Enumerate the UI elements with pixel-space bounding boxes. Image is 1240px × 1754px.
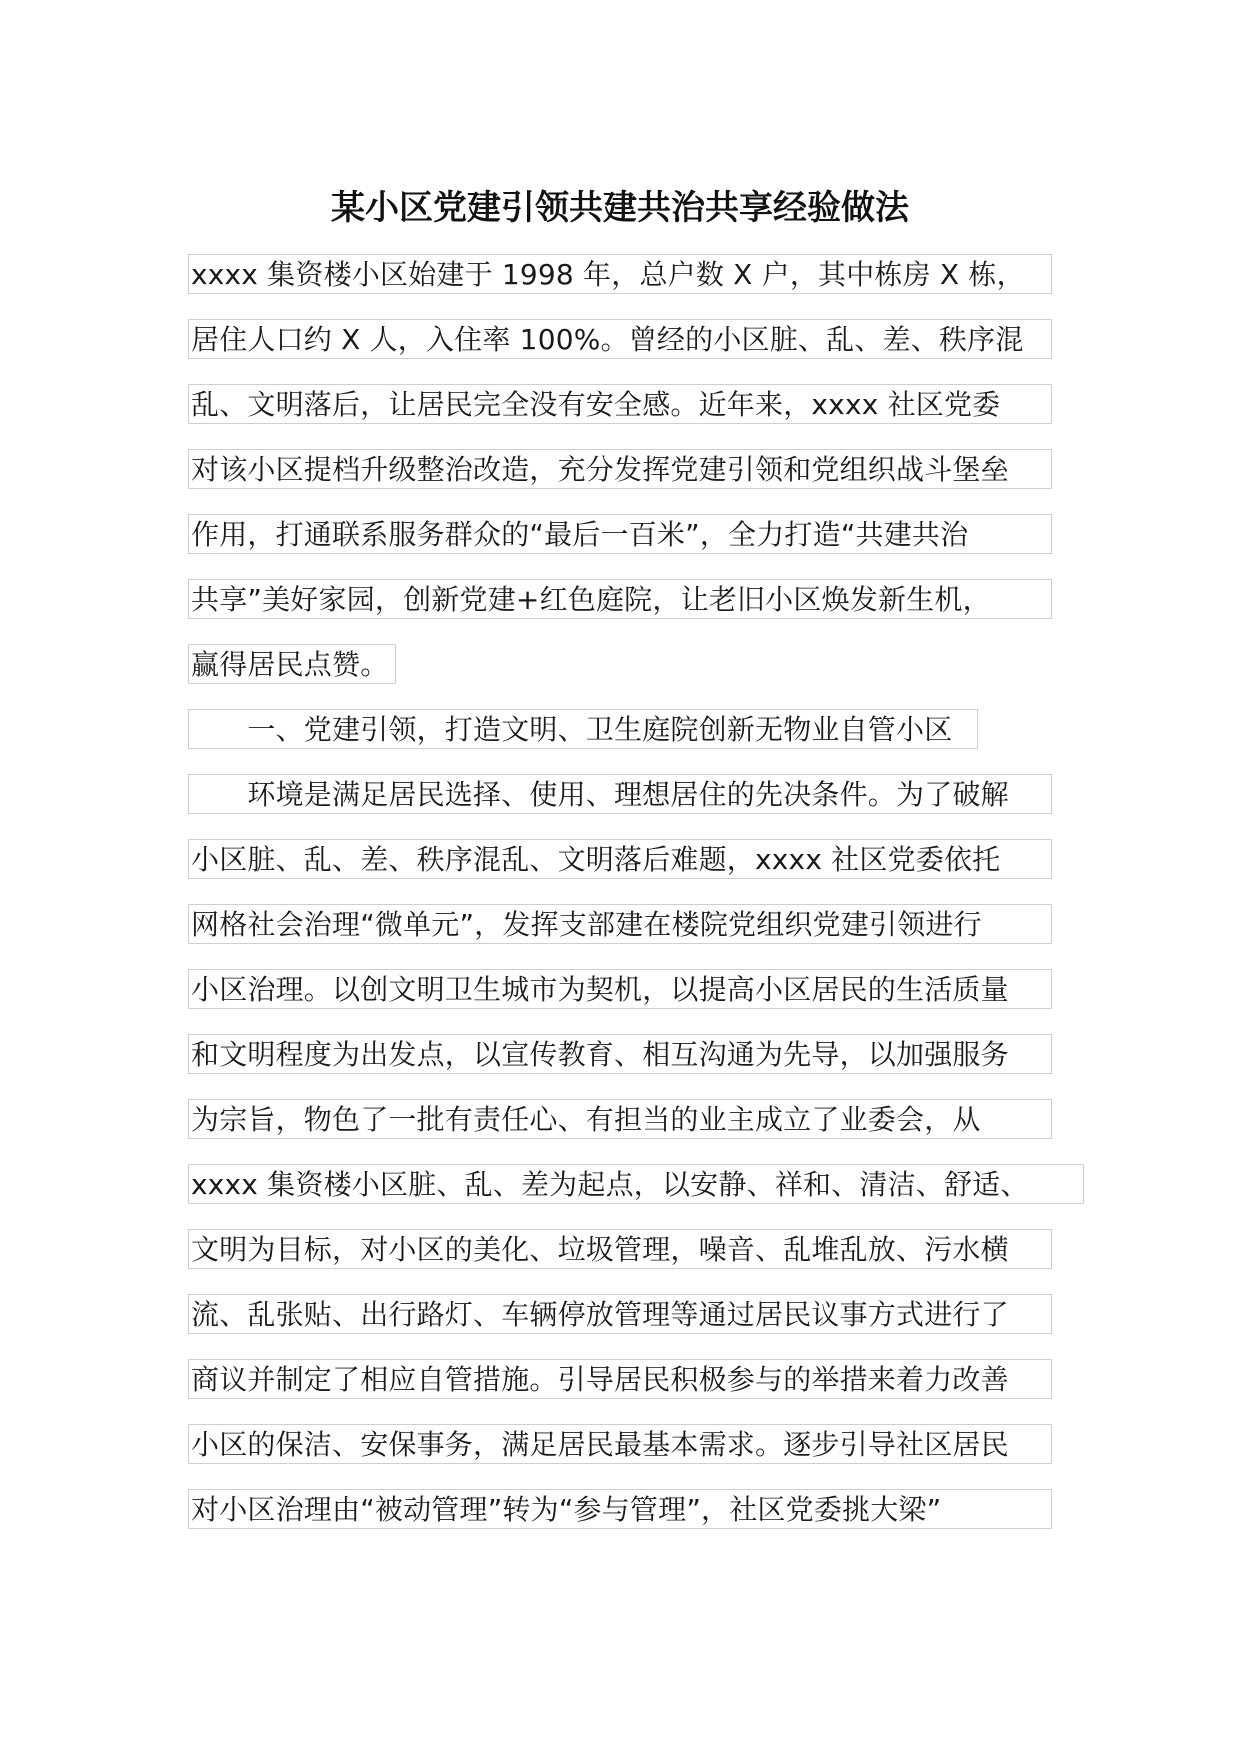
text-line: 对小区治理由“被动管理”转为“参与管理”，社区党委挑大梁” bbox=[188, 1489, 1052, 1529]
text-line: 流、乱张贴、出行路灯、车辆停放管理等通过居民议事方式进行了 bbox=[188, 1294, 1052, 1334]
text-line: 对该小区提档升级整治改造，充分发挥党建引领和党组织战斗堡垒 bbox=[188, 449, 1052, 489]
text-line: 作用，打通联系服务群众的“最后一百米”，全力打造“共建共治 bbox=[188, 514, 1052, 554]
text-line: 小区的保洁、安保事务，满足居民最基本需求。逐步引导社区居民 bbox=[188, 1424, 1052, 1464]
text-line: 和文明程度为出发点，以宣传教育、相互沟通为先导，以加强服务 bbox=[188, 1034, 1052, 1074]
text-line: xxxx 集资楼小区脏、乱、差为起点，以安静、祥和、清洁、舒适、 bbox=[188, 1164, 1084, 1204]
text-line: 商议并制定了相应自管措施。引导居民积极参与的举措来着力改善 bbox=[188, 1359, 1052, 1399]
text-line: xxxx 集资楼小区始建于 1998 年，总户数 X 户，其中栋房 X 栋， bbox=[188, 254, 1052, 294]
text-line: 为宗旨，物色了一批有责任心、有担当的业主成立了业委会，从 bbox=[188, 1099, 1052, 1139]
text-line: 网格社会治理“微单元”，发挥支部建在楼院党组织党建引领进行 bbox=[188, 904, 1052, 944]
document-title: 某小区党建引领共建共治共享经验做法 bbox=[331, 188, 909, 228]
section-heading: 一、党建引领，打造文明、卫生庭院创新无物业自管小区 bbox=[188, 709, 978, 749]
text-line: 环境是满足居民选择、使用、理想居住的先决条件。为了破解 bbox=[188, 774, 1052, 814]
text-line: 赢得居民点赞。 bbox=[188, 644, 396, 684]
text-line: 小区治理。以创文明卫生城市为契机，以提高小区居民的生活质量 bbox=[188, 969, 1052, 1009]
text-line: 居住人口约 X 人，入住率 100%。曾经的小区脏、乱、差、秩序混 bbox=[188, 319, 1052, 359]
text-line: 小区脏、乱、差、秩序混乱、文明落后难题，xxxx 社区党委依托 bbox=[188, 839, 1052, 879]
text-line: 共享”美好家园，创新党建+红色庭院，让老旧小区焕发新生机， bbox=[188, 579, 1052, 619]
text-line: 文明为目标，对小区的美化、垃圾管理，噪音、乱堆乱放、污水横 bbox=[188, 1229, 1052, 1269]
text-line: 乱、文明落后，让居民完全没有安全感。近年来，xxxx 社区党委 bbox=[188, 384, 1052, 424]
